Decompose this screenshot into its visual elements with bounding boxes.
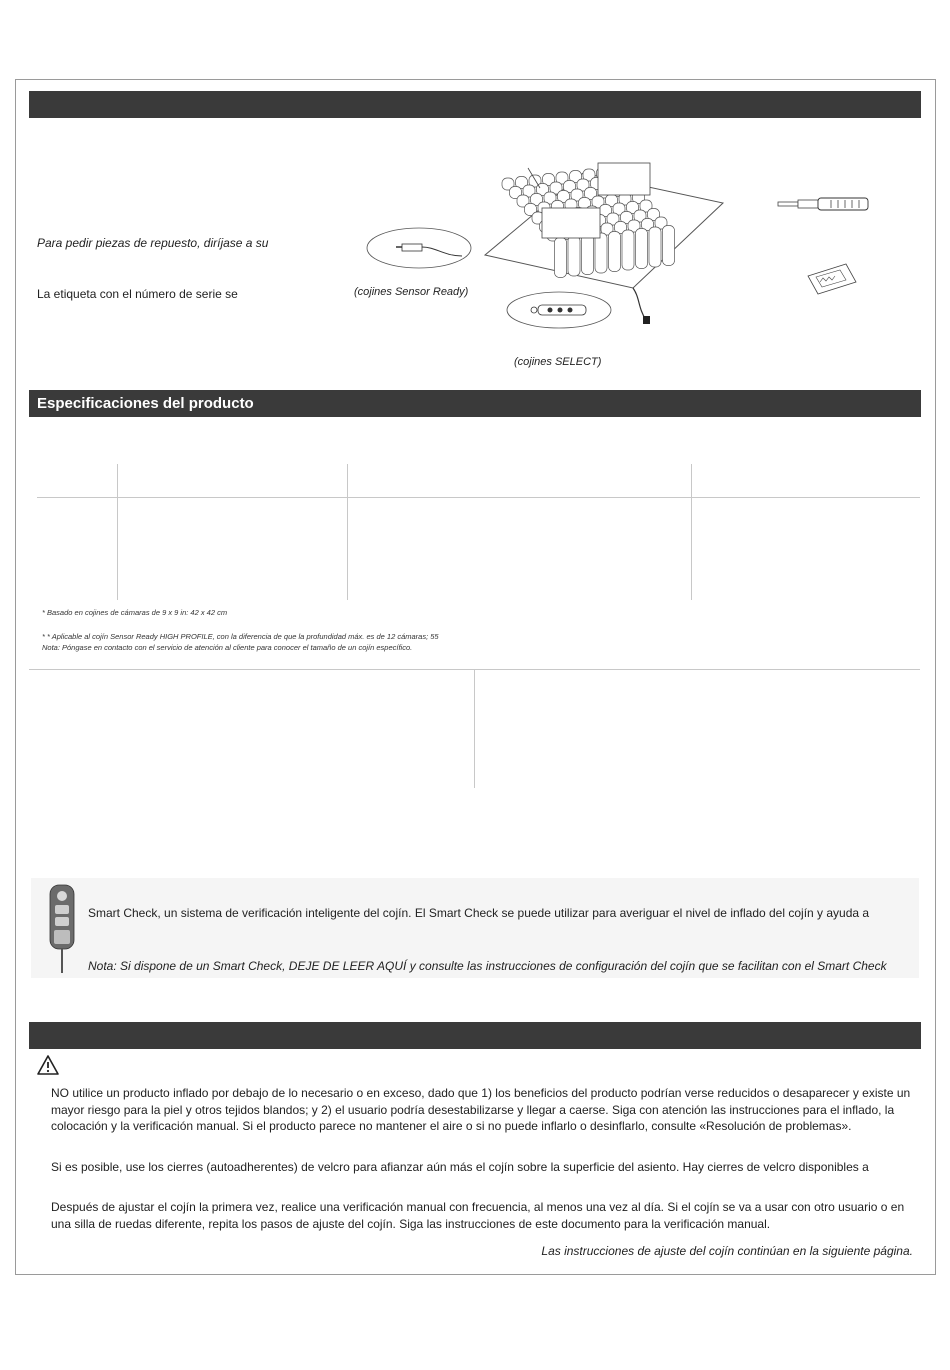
warning-paragraph: NO utilice un producto inflado por debajo de lo necesario o en exceso, dado que 1) los beneficios del producto podrían verse reducidos o desaparecer y existe un mayor riesgo para la piel y otros tejidos blandos; y 2) el usuario podría desestabilizarse y llegar a caerse. Siga con atención las instrucciones para el inflado, la colocación y la verificación manual. Si el producto parece no mantener el aire o si no puede inflarlo o desinflarlo, consulte «Resolución de problemas». [51, 1086, 911, 1133]
specs-footnote: * * Aplicable al cojín Sensor Ready HIGH PROFILE, con la diferencia de que la profundidad máx. es de 12 cámaras; 55 [42, 632, 439, 641]
velcro-paragraph: Si es posible, use los cierres (autoadherentes) de velcro para afianzar aún más el cojín sobre la superficie del asiento. Hay cierres de velcro disponibles a [51, 1160, 869, 1174]
specs-table-divider [347, 464, 348, 600]
caption-select: (cojines SELECT) [514, 356, 602, 368]
sensor-connector-illustration [366, 226, 472, 270]
caption-sensor-ready: (cojines Sensor Ready) [354, 286, 469, 298]
specs-section-header: Especificaciones del producto [29, 390, 921, 417]
smart-check-device-icon [49, 884, 75, 974]
smart-check-note: Nota: Si dispone de un Smart Check, DEJE DE LEER AQUÍ y consulte las instrucciones de configuración del cojín que se facilitan con el Smart Check [88, 959, 887, 973]
specs-footnote: * Basado en cojines de cámaras de 9 x 9 in: 42 x 42 cm [42, 608, 228, 617]
serial-label-text: La etiqueta con el número de serie se [37, 287, 238, 301]
column-divider [474, 670, 475, 788]
spare-parts-text: Para pedir piezas de repuesto, diríjase a su [37, 236, 269, 250]
pump-icon [776, 197, 874, 213]
specs-table-divider [691, 464, 692, 600]
specs-footnote: Nota: Póngase en contacto con el servicio de atención al cliente para conocer el tamaño de un cojín específico. [42, 643, 413, 652]
parts-section-header [29, 91, 921, 118]
specs-table-divider [117, 464, 118, 600]
continued-note: Las instrucciones de ajuste del cojín continúan en la siguiente página. [541, 1244, 913, 1258]
repair-kit-icon [806, 262, 858, 296]
manual-check-paragraph: Después de ajustar el cojín la primera vez, realice una verificación manual con frecuencia, al menos una vez al día. Si el cojín se va a usar con otro usuario o en una silla de ruedas diferente, repita los pasos de ajuste del cojín. Siga las instrucciones de este documento para la verificación manual. [51, 1200, 905, 1231]
smart-check-text: Smart Check, un sistema de verificación inteligente del cojín. El Smart Check se puede utilizar para averiguar el nivel de inflado del cojín y ayuda a [88, 906, 870, 920]
specs-table-header-rule [37, 497, 920, 498]
select-control-illustration [506, 290, 612, 330]
warning-icon [36, 1054, 60, 1076]
setup-section-header [29, 1022, 921, 1049]
